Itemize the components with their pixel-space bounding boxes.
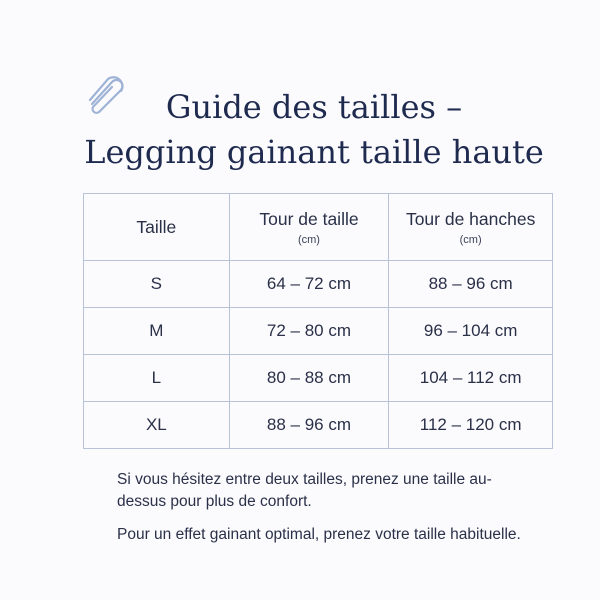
- size-table: [83, 193, 553, 449]
- header-size-label: Taille: [136, 216, 177, 237]
- table-header-row: [84, 194, 553, 261]
- header-waist-label: Tour de taille: [259, 208, 359, 229]
- cell-size: L: [84, 355, 230, 402]
- header-hips-unit: (cm): [459, 233, 482, 246]
- page-title-line-1: Guide des tailles –: [165, 88, 463, 126]
- table-row: [84, 402, 553, 449]
- cell-size: XL: [84, 402, 230, 449]
- page-title-line-2: Legging gainant taille haute: [84, 133, 544, 171]
- compression-advice-note: Pour un effet gainant optimal, prenez votre taille habituelle.: [117, 526, 521, 543]
- header-hips: [389, 194, 553, 261]
- table-row: [84, 261, 553, 308]
- cell-hips: 104 – 112 cm: [389, 355, 553, 402]
- table-row: [84, 308, 553, 355]
- header-waist: [229, 194, 389, 261]
- cell-waist: 72 – 80 cm: [229, 308, 389, 355]
- cell-hips: 112 – 120 cm: [389, 402, 553, 449]
- header-hips-label: Tour de hanches: [405, 208, 536, 229]
- cell-waist: 64 – 72 cm: [229, 261, 389, 308]
- cell-hips: 96 – 104 cm: [389, 308, 553, 355]
- header-size: [84, 194, 230, 261]
- header-waist-unit: (cm): [297, 233, 320, 246]
- cell-hips: 88 – 96 cm: [389, 261, 553, 308]
- cell-size: S: [84, 261, 230, 308]
- cell-size: M: [84, 308, 230, 355]
- cell-waist: 88 – 96 cm: [229, 402, 389, 449]
- table-row: [84, 355, 553, 402]
- sizing-advice-note: Si vous hésitez entre deux tailles, prenez une taille au-dessus pour plus de confort.: [117, 471, 492, 510]
- cell-waist: 80 – 88 cm: [229, 355, 389, 402]
